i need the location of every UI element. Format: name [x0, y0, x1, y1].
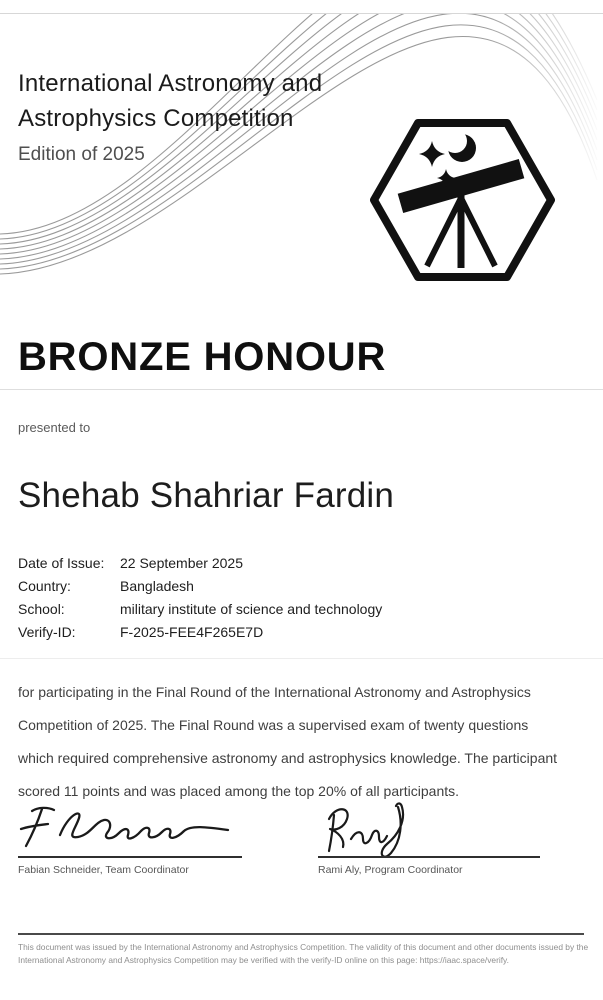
detail-label: School:	[18, 600, 65, 617]
competition-title: International Astronomy and Astrophysics Competition	[18, 70, 323, 132]
footer-verification-text: This document was issued by the International Astronomy and Astrophysics Competition. The validity of this document and other documents issued by the International Astronomy and Astrophysics Competition may be verified with the verify-ID online on this page: https://iaac.space/verify.	[18, 942, 589, 965]
detail-row-country	[18, 574, 498, 597]
divider-line	[0, 658, 603, 659]
detail-value: 22 September 2025	[120, 554, 243, 571]
detail-value: Bangladesh	[120, 577, 194, 594]
detail-label: Country:	[18, 577, 71, 594]
recipient-name: Shehab Shahriar Fardin	[18, 476, 395, 515]
detail-row-school	[18, 597, 498, 620]
signature-caption-program-coordinator: Rami Aly, Program Coordinator	[318, 864, 463, 876]
presented-to-label: presented to	[18, 420, 91, 435]
telescope-logo-icon	[370, 114, 555, 286]
award-title: BRONZE HONOUR	[18, 335, 387, 379]
detail-label: Date of Issue:	[18, 554, 105, 571]
details-table	[18, 551, 498, 643]
divider-line	[0, 389, 603, 390]
signature-caption-team-coordinator: Fabian Schneider, Team Coordinator	[18, 864, 189, 876]
signature-line	[18, 856, 242, 858]
detail-row-date-of-issue	[18, 551, 498, 574]
edition-subtitle: Edition of 2025	[18, 144, 145, 165]
detail-label: Verify-ID:	[18, 623, 76, 640]
detail-row-verify-id	[18, 620, 498, 643]
detail-value: F-2025-FEE4F265E7D	[120, 623, 264, 640]
detail-value: military institute of science and technology	[120, 600, 383, 617]
signature-line	[318, 856, 540, 858]
signature-fabian-schneider	[16, 801, 251, 853]
footer-rule	[18, 933, 584, 935]
signature-rami-aly	[318, 799, 438, 857]
participation-statement: for participating in the Final Round of the International Astronomy and Astrophysics Competition of 2025. The Final Round was a supervised exam of twenty questions which required comprehensive astronomy and astrophysics knowledge. The participant scored 11 points and was placed among the top 20% of all participants.	[18, 684, 558, 799]
